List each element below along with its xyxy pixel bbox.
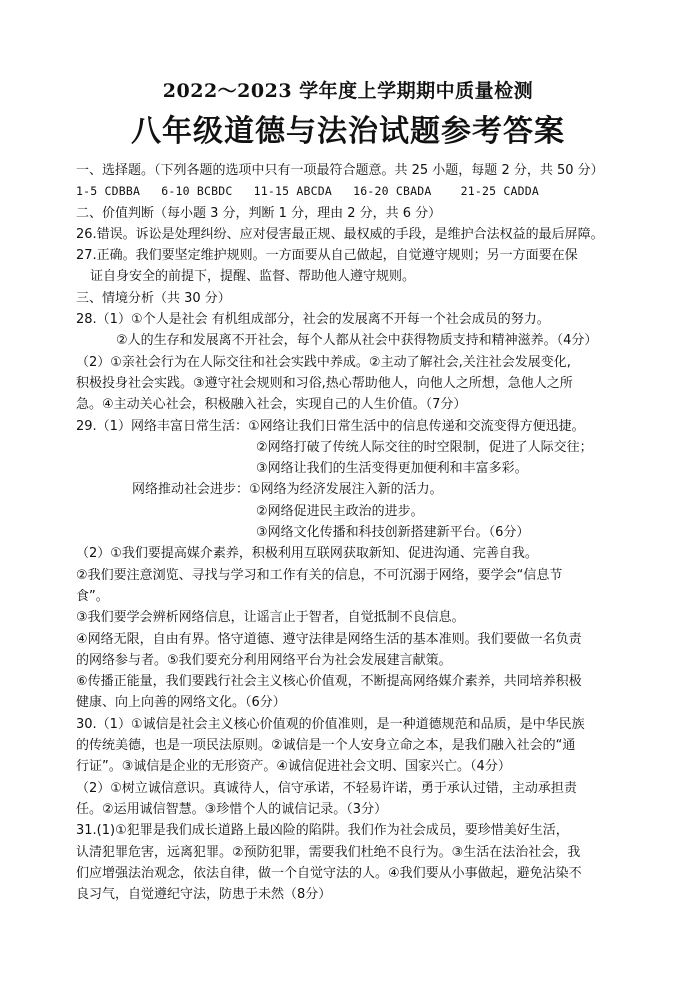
answer-28-part2: （2）①亲社会行为在人际交往和社会实践中养成。②主动了解社会,关注社会发展变化, bbox=[76, 354, 571, 370]
answer-29-part2-cont: ③我们要学会辨析网络信息，让谣言止于智者，自觉抵制不良信息。 bbox=[76, 610, 465, 626]
section3-heading: 三、情境分析（共 30 分） bbox=[76, 290, 231, 306]
answer-group: 21-25 CADDA bbox=[460, 184, 539, 199]
answer-group: 6-10 BCBDC bbox=[161, 184, 233, 199]
answer-30-part2: （2）①树立诚信意识。真诚待人，信守承诺，不轻易许诺，勇于承认过错，主动承担责 bbox=[76, 780, 577, 796]
answer-group: 16-20 CBADA bbox=[353, 184, 432, 199]
answer-30: 30.（1）①诚信是社会主义核心价值观的价值准则，是一种道德规范和品质，是中华民族 bbox=[76, 716, 585, 732]
answer-29-part2-cont: 的网络参与者。⑤我们要充分利用网络平台为社会发展建言献策。 bbox=[76, 652, 452, 668]
answer-30-cont: 行证”。③诚信是企业的无形资产。④诚信促进社会文明、国家兴亡。（4分） bbox=[76, 759, 511, 775]
section1-heading: 一、选择题。（下列各题的选项中只有一项最符合题意。共 25 小题，每题 2 分，共 50 分） bbox=[76, 163, 604, 178]
answer-26: 26.错误。诉讼是处理纠纷、应对侵害最正规、最权威的手段，是维护合法权益的最后屏障。 bbox=[76, 226, 604, 242]
exam-title: 2022～2023 学年度上学期期中质量检测 bbox=[162, 80, 534, 102]
section2-heading: 二、价值判断（每小题 3 分，判断 1 分，理由 2 分，共 6 分） bbox=[76, 205, 442, 221]
answer-28: 28.（1）①个人是社会 有机组成部分，社会的发展离不开每一个社会成员的努力。 bbox=[76, 312, 550, 328]
answer-28-part2-cont: 急。④主动关心社会，积极融入社会，实现自己的人生价值。（7分） bbox=[76, 397, 467, 413]
answer-content bbox=[76, 160, 632, 905]
answer-29-part2-cont: 健康、向上向善的网络文化。（6分） bbox=[76, 695, 286, 711]
multiple-choice-answers bbox=[76, 181, 632, 202]
answer-29-part2-cont: ④网络无限，自由有界。恪守道德、遵守法律是网络生活的基本准则。我们要做一名负责 bbox=[76, 631, 582, 647]
answer-29-part2: （2）①我们要提高媒介素养，积极利用互联网获取新知、促进沟通、完善自我。 bbox=[76, 546, 538, 562]
answer-27: 27.正确。我们要坚定维护规则。一方面要从自己做起，自觉遵守规则；另一方面要在保 bbox=[76, 248, 578, 264]
answer-29-cont: ②网络打破了传统人际交往的时空限制，促进了人际交往； bbox=[256, 439, 593, 455]
answer-29: 29.（1）网络丰富日常生活：①网络让我们日常生活中的信息传递和交流变得方便迅捷。 bbox=[76, 418, 585, 434]
answer-31-cont: 良习气，自觉遵纪守法，防患于未然（8分） bbox=[76, 887, 332, 903]
answer-key-title: 八年级道德与法治试题参考答案 bbox=[131, 114, 565, 149]
answer-29-part2-cont: 食”。 bbox=[76, 588, 109, 604]
answer-29-part2-cont: ⑥传播正能量，我们要践行社会主义核心价值观，不断提高网络媒介素养，共同培养积极 bbox=[76, 674, 582, 690]
answer-28-part2-cont: 积极投身社会实践。③遵守社会规则和习俗,热心帮助他人，向他人之所想，急他人之所 bbox=[76, 375, 573, 391]
answer-31-cont: 们应增强法治观念，依法自律，做一个自觉守法的人。④我们要从小事做起，避免沾染不 bbox=[76, 865, 582, 881]
answer-31-cont: 认清犯罪危害，远离犯罪。②预防犯罪，需要我们杜绝不良行为。③生活在法治社会，我 bbox=[76, 844, 581, 860]
answer-29-cont: ③网络文化传播和科技创新搭建新平台。（6分） bbox=[256, 525, 530, 541]
answer-29-cont: ②网络促进民主政治的进步。 bbox=[256, 503, 424, 519]
answer-29-part2-cont: ②我们要注意浏览、寻找与学习和工作有关的信息，不可沉溺于网络，要学会“信息节 bbox=[76, 567, 563, 583]
answer-30-part2-cont: 任。②运用诚信智慧。③珍惜个人的诚信记录。（3分） bbox=[76, 801, 388, 817]
answer-group: 1-5 CDBBA bbox=[76, 184, 141, 199]
answer-30-cont: 的传统美德，也是一项民法原则。②诚信是一个人安身立命之本，是我们融入社会的“通 bbox=[76, 738, 576, 754]
answer-29-cont: ③网络让我们的生活变得更加便利和丰富多彩。 bbox=[256, 461, 528, 477]
answer-28-cont: ②人的生存和发展离不开社会，每个人都从社会中获得物质支持和精神滋养。（4分） bbox=[116, 333, 598, 349]
answer-group: 11-15 ABCDA bbox=[253, 184, 332, 199]
answer-29-cont: 网络推动社会进步：①网络为经济发展注入新的活力。 bbox=[132, 482, 443, 498]
answer-31: 31.(1)①犯罪是我们成长道路上最凶险的陷阱。我们作为社会成员，要珍惜美好生活， bbox=[76, 823, 569, 839]
answer-27-cont: 证自身安全的前提下，提醒、监督、帮助他人遵守规则。 bbox=[90, 269, 416, 285]
